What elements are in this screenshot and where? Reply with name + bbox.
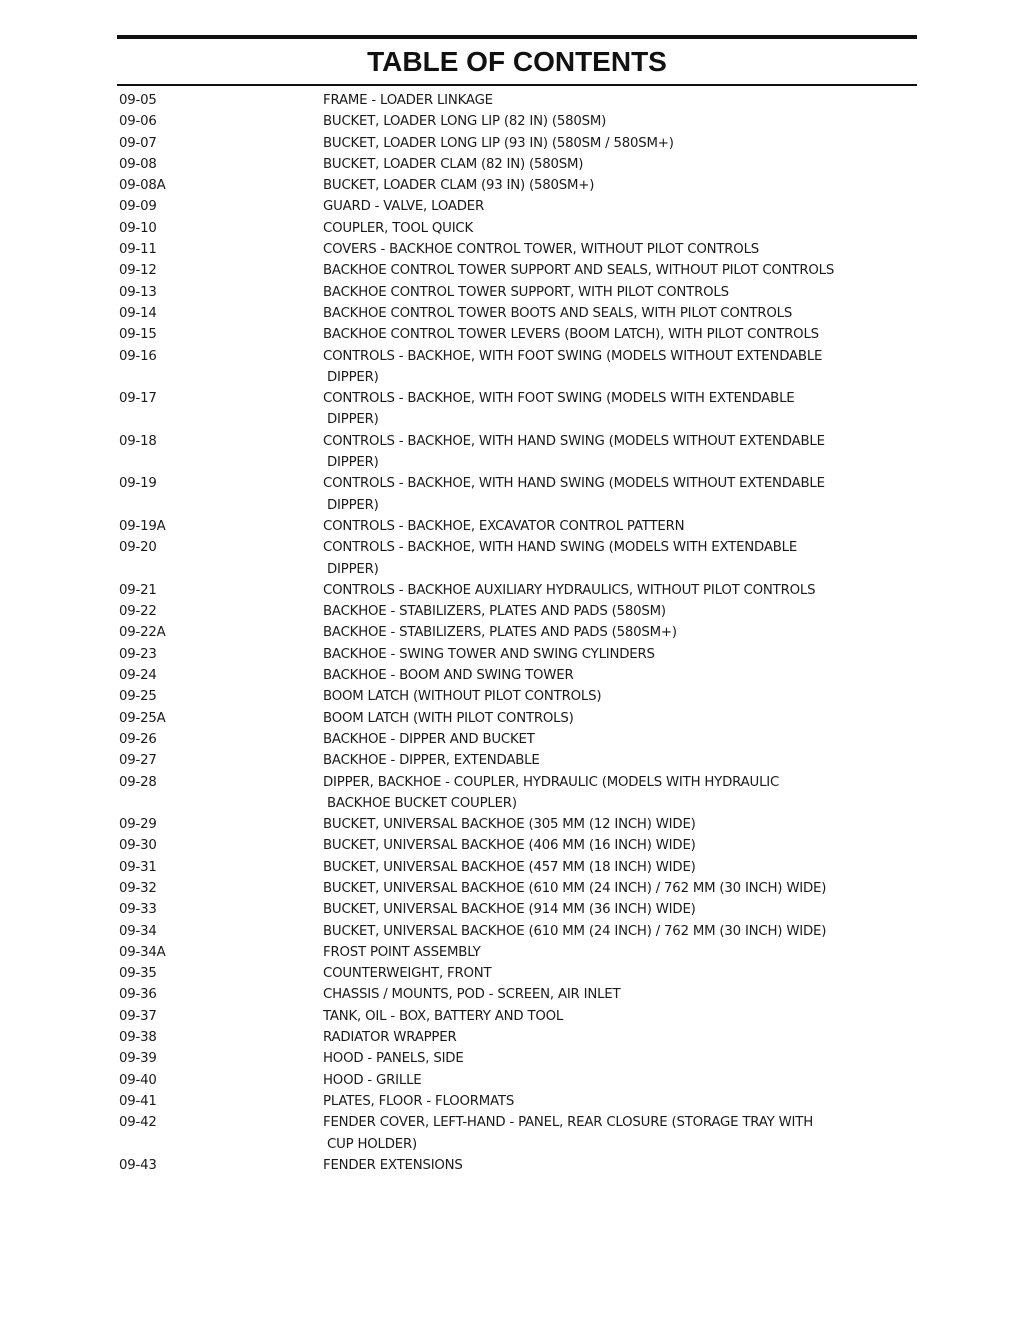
toc-entry-title-line: HOOD - GRILLE (323, 1072, 422, 1088)
toc-entry[interactable] (119, 814, 919, 835)
toc-entry-title-line: BACKHOE - STABILIZERS, PLATES AND PADS (580SM) (323, 604, 666, 620)
toc-entry-title-line: BACKHOE CONTROL TOWER LEVERS (BOOM LATCH), WITH PILOT CONTROLS (323, 327, 819, 343)
toc-entry[interactable] (119, 175, 919, 196)
toc-entry-code: 09-09 (119, 199, 157, 215)
toc-entry-title (323, 622, 883, 643)
toc-entry-title (323, 942, 883, 963)
toc-entry-title-continuation: DIPPER) (327, 369, 379, 385)
toc-entry-title-continuation: CUP HOLDER) (327, 1136, 418, 1152)
toc-entry-code: 09-14 (119, 305, 157, 321)
toc-entry-title-line: BACKHOE CONTROL TOWER SUPPORT AND SEALS, WITHOUT PILOT CONTROLS (323, 263, 835, 279)
toc-entry-title-line: CONTROLS - BACKHOE, WITH FOOT SWING (MODELS WITH EXTENDABLE (323, 391, 795, 407)
toc-entry[interactable] (119, 580, 919, 601)
toc-entry-title (323, 388, 883, 431)
toc-entry-code: 09-27 (119, 753, 157, 769)
toc-entry-title (323, 1048, 883, 1069)
toc-entry-title-line: HOOD - PANELS, SIDE (323, 1051, 464, 1067)
toc-entry-title (323, 686, 883, 707)
toc-entry-title-line: BACKHOE - DIPPER, EXTENDABLE (323, 753, 540, 769)
toc-entry[interactable] (119, 218, 919, 239)
toc-entry-title-continuation: DIPPER) (327, 455, 379, 471)
toc-entry-code: 09-11 (119, 242, 157, 258)
toc-entry[interactable] (119, 1006, 919, 1027)
toc-entry-title (323, 324, 883, 345)
toc-entry-code: 09-07 (119, 135, 157, 151)
toc-entry[interactable] (119, 90, 919, 111)
toc-entry[interactable] (119, 622, 919, 643)
toc-entry-title-line: FROST POINT ASSEMBLY (323, 944, 481, 960)
toc-entry[interactable] (119, 282, 919, 303)
header-rule-thick (117, 35, 917, 39)
toc-entry-title-line: BUCKET, LOADER CLAM (82 IN) (580SM) (323, 156, 584, 172)
toc-entry-title-line: CHASSIS / MOUNTS, POD - SCREEN, AIR INLET (323, 987, 621, 1003)
toc-entry-title-line: PLATES, FLOOR - FLOORMATS (323, 1093, 515, 1109)
toc-entry-title-line: BACKHOE CONTROL TOWER SUPPORT, WITH PILOT CONTROLS (323, 284, 729, 300)
toc-entry[interactable] (119, 963, 919, 984)
toc-entry-title (323, 835, 883, 856)
toc-entry[interactable] (119, 133, 919, 154)
toc-entry-code: 09-35 (119, 966, 157, 982)
toc-entry-title (323, 729, 883, 750)
toc-entry[interactable] (119, 1091, 919, 1112)
toc-entry[interactable] (119, 324, 919, 345)
toc-entry[interactable] (119, 196, 919, 217)
toc-entry[interactable] (119, 750, 919, 771)
toc-entry-title-line: GUARD - VALVE, LOADER (323, 199, 485, 215)
toc-entry-code: 09-34 (119, 923, 157, 939)
toc-entry-code: 09-30 (119, 838, 157, 854)
toc-entry-code: 09-21 (119, 582, 157, 598)
toc-entry-title-line: CONTROLS - BACKHOE, EXCAVATOR CONTROL PATTERN (323, 518, 685, 534)
toc-entry-title (323, 1155, 883, 1176)
toc-entry[interactable] (119, 899, 919, 920)
toc-entry-code: 09-19 (119, 476, 157, 492)
toc-entry-title (323, 750, 883, 771)
toc-entry[interactable] (119, 921, 919, 942)
toc-entry-title-line: CONTROLS - BACKHOE AUXILIARY HYDRAULICS, WITHOUT PILOT CONTROLS (323, 582, 816, 598)
toc-entry[interactable] (119, 154, 919, 175)
toc-entry[interactable] (119, 260, 919, 281)
toc-entry-code: 09-36 (119, 987, 157, 1003)
toc-entry-title-line: BUCKET, UNIVERSAL BACKHOE (406 MM (16 INCH) WIDE) (323, 838, 696, 854)
toc-entry-title (323, 90, 883, 111)
toc-entry-code: 09-22 (119, 604, 157, 620)
toc-entry-title (323, 708, 883, 729)
toc-entry-code: 09-29 (119, 817, 157, 833)
toc-entry-title (323, 580, 883, 601)
toc-entry-title-line: BUCKET, UNIVERSAL BACKHOE (457 MM (18 INCH) WIDE) (323, 859, 696, 875)
toc-entry-title (323, 303, 883, 324)
toc-entry-title-line: BUCKET, LOADER LONG LIP (93 IN) (580SM / 580SM+) (323, 135, 674, 151)
toc-entry[interactable] (119, 473, 919, 516)
toc-entry-title-line: BUCKET, UNIVERSAL BACKHOE (610 MM (24 INCH) / 762 MM (30 INCH) WIDE) (323, 923, 827, 939)
toc-entry-title-line: TANK, OIL - BOX, BATTERY AND TOOL (323, 1008, 564, 1024)
toc-entry[interactable] (119, 644, 919, 665)
toc-entry-code: 09-10 (119, 220, 157, 236)
toc-entry[interactable] (119, 984, 919, 1005)
toc-entry-code: 09-37 (119, 1008, 157, 1024)
toc-entry-title (323, 154, 883, 175)
toc-entry-title (323, 1070, 883, 1091)
toc-entry-title-line: COVERS - BACKHOE CONTROL TOWER, WITHOUT PILOT CONTROLS (323, 242, 760, 258)
toc-entry[interactable] (119, 686, 919, 707)
toc-entry-title-line: BACKHOE - BOOM AND SWING TOWER (323, 668, 574, 684)
toc-entry-title (323, 1091, 883, 1112)
toc-entry-title-line: BUCKET, UNIVERSAL BACKHOE (914 MM (36 INCH) WIDE) (323, 902, 696, 918)
toc-entry-title-line: BOOM LATCH (WITH PILOT CONTROLS) (323, 710, 574, 726)
toc-entry-title (323, 1027, 883, 1048)
toc-entry[interactable] (119, 942, 919, 963)
toc-entry-code: 09-31 (119, 859, 157, 875)
toc-entry-title (323, 921, 883, 942)
toc-entry-code: 09-20 (119, 540, 157, 556)
toc-entry-title-line: DIPPER, BACKHOE - COUPLER, HYDRAULIC (MODELS WITH HYDRAULIC (323, 774, 780, 790)
toc-entry-title-line: FENDER COVER, LEFT-HAND - PANEL, REAR CLOSURE (STORAGE TRAY WITH (323, 1115, 814, 1131)
toc-entry-title-line: RADIATOR WRAPPER (323, 1030, 457, 1046)
toc-entry-code: 09-41 (119, 1093, 157, 1109)
toc-entry-code: 09-40 (119, 1072, 157, 1088)
toc-entry[interactable] (119, 708, 919, 729)
toc-entry[interactable] (119, 303, 919, 324)
toc-entry-code: 09-08 (119, 156, 157, 172)
toc-entry-code: 09-26 (119, 731, 157, 747)
toc-entry-code: 09-32 (119, 880, 157, 896)
toc-entry-code: 09-19A (119, 518, 166, 534)
toc-entry-title (323, 814, 883, 835)
toc-entry-title (323, 175, 883, 196)
toc-entry[interactable] (119, 1027, 919, 1048)
toc-entry-code: 09-34A (119, 944, 166, 960)
toc-entry-title (323, 282, 883, 303)
toc-entry-code: 09-06 (119, 114, 157, 130)
page-title: TABLE OF CONTENTS (367, 46, 667, 77)
toc-entry[interactable] (119, 601, 919, 622)
toc-entry[interactable] (119, 665, 919, 686)
toc-entry-title-line: CONTROLS - BACKHOE, WITH FOOT SWING (MODELS WITHOUT EXTENDABLE (323, 348, 823, 364)
toc-entry-title (323, 1006, 883, 1027)
toc-entry[interactable] (119, 239, 919, 260)
toc-entry-title (323, 878, 883, 899)
toc-entry-code: 09-08A (119, 178, 166, 194)
toc-entry-code: 09-39 (119, 1051, 157, 1067)
toc-entry[interactable] (119, 729, 919, 750)
toc-entry-title-line: CONTROLS - BACKHOE, WITH HAND SWING (MODELS WITHOUT EXTENDABLE (323, 476, 825, 492)
toc-entry-title-line: CONTROLS - BACKHOE, WITH HAND SWING (MODELS WITH EXTENDABLE (323, 540, 798, 556)
toc-entry-title-line: BACKHOE CONTROL TOWER BOOTS AND SEALS, WITH PILOT CONTROLS (323, 305, 793, 321)
toc-entry-title (323, 963, 883, 984)
toc-entry-title-line: BUCKET, UNIVERSAL BACKHOE (610 MM (24 INCH) / 762 MM (30 INCH) WIDE) (323, 880, 827, 896)
toc-entry-title-line: FRAME - LOADER LINKAGE (323, 93, 493, 108)
toc-entry-title (323, 772, 883, 815)
toc-entry-title-line: COUPLER, TOOL QUICK (323, 220, 474, 236)
toc-entry-title (323, 984, 883, 1005)
toc-entry[interactable] (119, 772, 919, 815)
toc-entry-code: 09-24 (119, 668, 157, 684)
toc-entry-title (323, 1112, 883, 1155)
toc-entry-title (323, 346, 883, 389)
toc-entry-code: 09-25 (119, 689, 157, 705)
toc-entry-title-line: CONTROLS - BACKHOE, WITH HAND SWING (MODELS WITHOUT EXTENDABLE (323, 433, 825, 449)
toc-entry-code: 09-15 (119, 327, 157, 343)
toc-entry-title (323, 196, 883, 217)
toc-entry-title (323, 665, 883, 686)
toc-entry-title (323, 537, 883, 580)
toc-entry-title-line: BUCKET, LOADER LONG LIP (82 IN) (580SM) (323, 114, 607, 130)
toc-entry[interactable] (119, 835, 919, 856)
toc-entry-code: 09-17 (119, 391, 157, 407)
toc-entry-title (323, 431, 883, 474)
toc-entry-title-line: BOOM LATCH (WITHOUT PILOT CONTROLS) (323, 689, 602, 705)
toc-entry-title (323, 239, 883, 260)
toc-entry-title (323, 644, 883, 665)
toc-entry-title-line: BUCKET, UNIVERSAL BACKHOE (305 MM (12 INCH) WIDE) (323, 817, 696, 833)
toc-entry-title (323, 111, 883, 132)
toc-entry-code: 09-38 (119, 1030, 157, 1046)
toc-entry-title (323, 857, 883, 878)
toc-entry-title (323, 133, 883, 154)
toc-entry[interactable] (119, 878, 919, 899)
toc-entry-code: 09-42 (119, 1115, 157, 1131)
toc-entry[interactable] (119, 1048, 919, 1069)
toc-entry-title (323, 899, 883, 920)
toc-entry[interactable] (119, 431, 919, 474)
toc-entry[interactable] (119, 388, 919, 431)
toc-entry-code: 09-43 (119, 1157, 157, 1173)
toc-entry-code: 09-05 (119, 93, 157, 108)
toc-entry-code: 09-18 (119, 433, 157, 449)
toc-entry-title-continuation: DIPPER) (327, 412, 379, 428)
toc-entry[interactable] (119, 1112, 919, 1155)
toc-entry-title-line: COUNTERWEIGHT, FRONT (323, 966, 492, 982)
toc-entry-title-line: BUCKET, LOADER CLAM (93 IN) (580SM+) (323, 178, 595, 194)
toc-entry-title (323, 218, 883, 239)
toc-entry-title (323, 516, 883, 537)
toc-entry-title (323, 601, 883, 622)
toc-list (119, 90, 919, 1176)
toc-entry[interactable] (119, 1070, 919, 1091)
toc-entry-code: 09-13 (119, 284, 157, 300)
toc-entry-title-continuation: BACKHOE BUCKET COUPLER) (327, 795, 517, 811)
toc-entry[interactable] (119, 516, 919, 537)
toc-entry[interactable] (119, 346, 919, 389)
toc-entry[interactable] (119, 1155, 919, 1176)
toc-entry-code: 09-33 (119, 902, 157, 918)
toc-entry[interactable] (119, 857, 919, 878)
toc-entry-title-line: FENDER EXTENSIONS (323, 1157, 463, 1173)
header-rule-thin (117, 84, 917, 86)
toc-entry-title-line: BACKHOE - STABILIZERS, PLATES AND PADS (580SM+) (323, 625, 677, 641)
toc-entry-title-continuation: DIPPER) (327, 497, 379, 513)
toc-entry-title (323, 260, 883, 281)
toc-entry-code: 09-28 (119, 774, 157, 790)
toc-entry-code: 09-25A (119, 710, 166, 726)
toc-entry[interactable] (119, 537, 919, 580)
toc-entry-code: 09-22A (119, 625, 166, 641)
toc-entry-code: 09-16 (119, 348, 157, 364)
toc-entry-title-line: BACKHOE - DIPPER AND BUCKET (323, 731, 535, 747)
toc-entry[interactable] (119, 111, 919, 132)
toc-entry-title-continuation: DIPPER) (327, 561, 379, 577)
toc-entry-code: 09-12 (119, 263, 157, 279)
toc-entry-code: 09-23 (119, 646, 157, 662)
toc-entry-title-line: BACKHOE - SWING TOWER AND SWING CYLINDERS (323, 646, 655, 662)
toc-entry-title (323, 473, 883, 516)
